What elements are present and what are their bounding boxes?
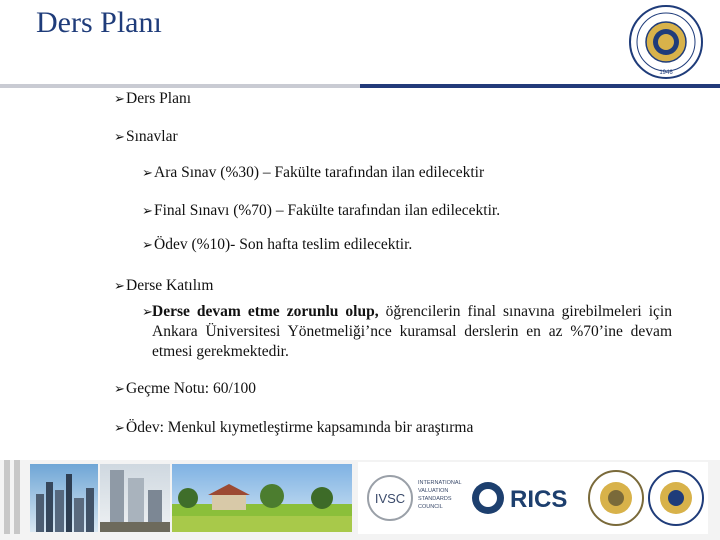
ivsc-logo-text: IVSC bbox=[374, 491, 406, 506]
rics-logo-icon bbox=[472, 482, 567, 514]
bullet-sinavlar: ➢Sınavlar bbox=[114, 128, 178, 145]
svg-text:1946: 1946 bbox=[659, 70, 673, 76]
bullet-odev-sub: ➢Ödev (%10)- Son hafta teslim edilecektir. bbox=[142, 236, 413, 253]
ivsc-logo-sub: COUNCIL bbox=[418, 504, 443, 510]
towers-photo bbox=[100, 464, 170, 532]
arrow-bullet-icon: ➢ bbox=[114, 278, 125, 293]
ankara-university-seal-icon bbox=[626, 4, 706, 80]
bullet-final-sinav: ➢Final Sınavı (%70) – Fakülte tarafından ilan edilecektir. bbox=[142, 202, 501, 219]
arrow-bullet-icon: ➢ bbox=[142, 203, 153, 218]
city-skyline-photo bbox=[30, 464, 98, 532]
footer-deco-bar bbox=[14, 460, 20, 534]
rics-logo-text: RICS bbox=[510, 486, 568, 513]
bullet-ders-plani: ➢Ders Planı bbox=[114, 90, 192, 107]
university-seal-small-icon bbox=[589, 471, 643, 525]
attendance-paragraph: ➢ Derse devam etme zorunlu olup, öğrencilerin final sınavına girebilmeleri için Ankara Üniversitesi Yönetmeliği’nce kuramsal derslerin en az %70’ine devam etmesi gerekmektedir. bbox=[142, 303, 672, 360]
ivsc-logo-sub: VALUATION bbox=[418, 488, 449, 494]
arrow-bullet-icon: ➢ bbox=[114, 381, 125, 396]
arrow-bullet-icon: ➢ bbox=[142, 165, 153, 180]
arrow-bullet-icon: ➢ bbox=[114, 129, 125, 144]
partner-logos bbox=[358, 462, 708, 534]
bullet-gecme-notu: ➢Geçme Notu: 60/100 bbox=[114, 380, 257, 397]
header-rule-right bbox=[360, 84, 720, 88]
header-rule-left bbox=[0, 84, 360, 88]
ivsc-logo-sub: INTERNATIONAL bbox=[418, 480, 462, 486]
countryside-house-photo bbox=[172, 464, 352, 532]
arrow-bullet-icon: ➢ bbox=[114, 91, 125, 106]
bullet-derse-katilim: ➢Derse Katılım bbox=[114, 277, 214, 294]
page-title: Ders Planı bbox=[36, 6, 162, 39]
arrow-bullet-icon: ➢ bbox=[142, 237, 153, 252]
ankara-university-logo-icon bbox=[649, 471, 703, 525]
ivsc-logo-sub: STANDARDS bbox=[418, 496, 452, 502]
bullet-odev: ➢Ödev: Menkul kıymetleştirme kapsamında bir araştırma bbox=[114, 419, 474, 436]
footer-deco-bar bbox=[4, 460, 10, 534]
arrow-bullet-icon: ➢ bbox=[114, 420, 125, 435]
arrow-bullet-icon: ➢ bbox=[142, 304, 153, 319]
bullet-ara-sinav: ➢Ara Sınav (%30) – Fakülte tarafından ilan edilecektir bbox=[142, 164, 485, 181]
